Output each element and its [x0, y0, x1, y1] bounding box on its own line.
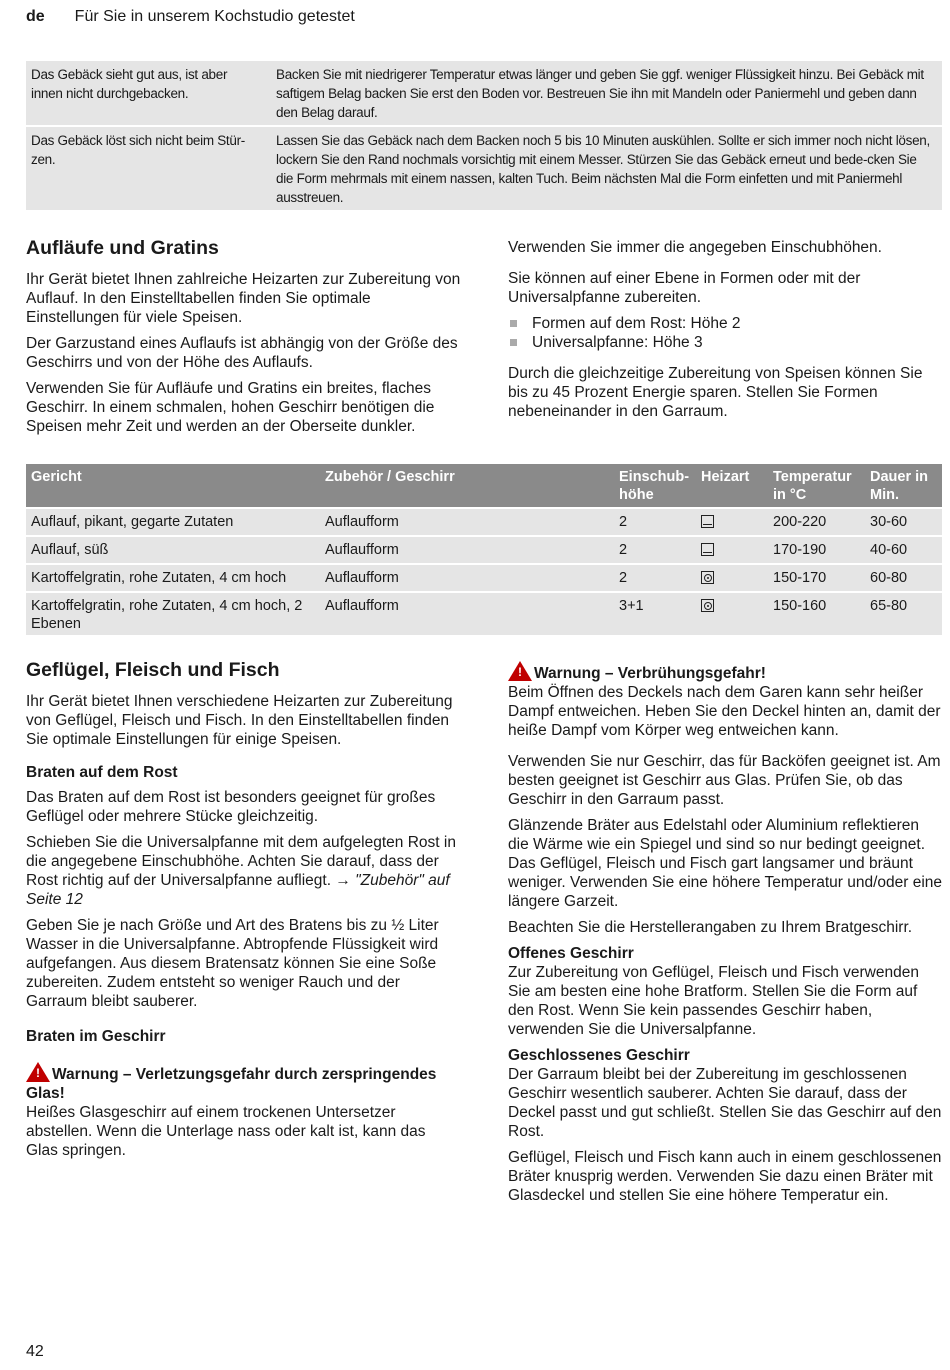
subsection-heading: Braten im Geschirr	[26, 1028, 166, 1045]
table-row	[26, 564, 942, 592]
gefluegel-right-column	[508, 661, 943, 1212]
duration-cell: 30-60	[865, 508, 942, 536]
dish-cell: Auflauf, süß	[26, 536, 320, 564]
paragraph: Sie können auf einer Ebene in Formen oder mit der Universalpfanne zubereiten.	[508, 270, 861, 306]
subsection-heading: Offenes Geschirr	[508, 945, 634, 962]
col-header-dish: Gericht	[26, 464, 320, 508]
paragraph: Der Garzustand eines Auflaufs ist abhängig von der Größe des Geschirrs und von der Höhe des Auflaufs.	[26, 335, 458, 371]
accessory-cell: Auflaufform	[320, 508, 614, 536]
accessory-cell: Auflaufform	[320, 536, 614, 564]
top-bottom-heat-icon	[701, 543, 714, 556]
page-header	[26, 8, 355, 26]
col-header-duration: Dauer in Min.	[865, 464, 942, 508]
col-header-level: Einschub-höhe	[614, 464, 696, 508]
problem-cell: Das Gebäck löst sich nicht beim Stür-zen.	[26, 126, 266, 211]
table-row	[26, 126, 942, 211]
col-header-heating: Heizart	[696, 464, 768, 508]
list-item: Formen auf dem Rost: Höhe 2	[508, 314, 943, 333]
table-row	[26, 592, 942, 635]
top-bottom-heat-icon	[701, 515, 714, 528]
list-item: Universalpfanne: Höhe 3	[508, 333, 943, 352]
col-header-temperature: Temperatur in °C	[768, 464, 865, 508]
warning-heading: ! Warnung – Verletzungsgefahr durch zerspringendes Glas!	[26, 1062, 461, 1103]
table-row	[26, 536, 942, 564]
level-cell: 2	[614, 564, 696, 592]
paragraph: Durch die gleichzeitige Zubereitung von Speisen können Sie bis zu 45 Prozent Energie sparen. Stellen Sie Formen nebeneinander in den Garraum.	[508, 365, 923, 420]
table-row	[26, 61, 942, 126]
dish-settings-table	[26, 464, 942, 635]
table-row	[26, 508, 942, 536]
subsection-heading: Geschlossenes Geschirr	[508, 1047, 690, 1064]
paragraph: Glänzende Bräter aus Edelstahl oder Aluminium reflektieren die Wärme wie ein Spiegel und sind so nur bedingt geeignet. Das Geflügel, Fleisch und Fisch gart langsamer und bräunt weniger. Verwenden Sie eine höhere Temperatur und/oder eine längere Garzeit.	[508, 817, 943, 910]
paragraph: Geben Sie je nach Größe und Art des Bratens bis zu ½ Liter Wasser in die Universalpfanne. Abtropfende Flüssigkeit wird aufgefangen. Aus diesem Bratensatz können Sie eine Soße zubereiten. Zudem entsteht so weniger Rauch und der Garraum bleibt sauberer.	[26, 917, 439, 1010]
duration-cell: 65-80	[865, 592, 942, 635]
hot-air-icon	[701, 571, 714, 584]
duration-cell: 60-80	[865, 564, 942, 592]
header-title: Für Sie in unserem Kochstudio getestet	[74, 8, 355, 25]
bullet-list	[508, 314, 943, 352]
paragraph: Ihr Gerät bietet Ihnen zahlreiche Heizarten zur Zubereitung von Auflauf. In den Einstelltabellen finden Sie optimale Einstellungen für viele Speisen.	[26, 271, 461, 326]
warning-text: Heißes Glasgeschirr auf einem trockenen Untersetzer abstellen. Wenn die Unterlage nass oder kalt ist, kann das Glas springen.	[26, 1104, 426, 1159]
gefluegel-left-column	[26, 658, 461, 1167]
temperature-cell: 150-170	[768, 564, 865, 592]
temperature-cell: 170-190	[768, 536, 865, 564]
problem-cell: Das Gebäck sieht gut aus, ist aber innen nicht durchgebacken.	[26, 61, 266, 126]
paragraph: Das Braten auf dem Rost ist besonders geeignet für großes Geflügel oder mehrere Stücke gleichzeitig.	[26, 789, 436, 825]
warning-icon: !	[26, 1062, 50, 1082]
page-reference-link[interactable]: "Zubehör" auf Seite 12	[26, 872, 450, 908]
warning-heading: ! Warnung – Verbrühungsgefahr!	[508, 661, 943, 683]
col-header-accessory: Zubehör / Geschirr	[320, 464, 614, 508]
warning-text: Beim Öffnen des Deckels nach dem Garen kann sehr heißer Dampf entweichen. Heben Sie den Deckel hinten an, damit der heiße Dampf vom Körper weg entweichen kann.	[508, 684, 941, 739]
level-cell: 2	[614, 536, 696, 564]
paragraph: Ihr Gerät bietet Ihnen verschiedene Heizarten zur Zubereitung von Geflügel, Fleisch und Fisch. In den Einstelltabellen finden Sie optimale Einstellungen für einige Speisen.	[26, 693, 453, 748]
paragraph: Beachten Sie die Herstellerangaben zu Ihrem Bratgeschirr.	[508, 919, 913, 936]
paragraph: Verwenden Sie immer die angegeben Einschubhöhen.	[508, 239, 882, 256]
remedy-cell: Backen Sie mit niedrigerer Temperatur etwas länger und geben Sie ggf. weniger Flüssigkeit hinzu. Bei Gebäck mit saftigem Belag backen Sie erst den Boden vor. Bestreuen Sie ihn mit Mandeln oder Paniermehl und geben dann den Belag darauf.	[266, 61, 942, 126]
paragraph: Geflügel, Fleisch und Fisch kann auch in einem geschlossenen Bräter knusprig werden. Verwenden Sie dazu einen Bräter mit Glasdeckel und stellen Sie eine höhere Temperatur ein.	[508, 1149, 942, 1204]
troubleshooting-table	[26, 61, 942, 212]
accessory-cell: Auflaufform	[320, 592, 614, 635]
warning-icon: !	[508, 661, 532, 681]
dish-cell: Kartoffelgratin, rohe Zutaten, 4 cm hoch	[26, 564, 320, 592]
dish-cell: Kartoffelgratin, rohe Zutaten, 4 cm hoch, 2 Ebenen	[26, 592, 320, 635]
remedy-cell: Lassen Sie das Gebäck nach dem Backen noch 5 bis 10 Minuten auskühlen. Sollte er sich immer noch nicht lösen, lockern Sie den Rand nochmals vorsichtig mit einem Messer. Stürzen Sie das Gebäck erneut und bede-cken Sie die Form mehrmals mit einem nassen, kalten Tuch. Beim nächsten Mal die Form einfetten und mit Paniermehl ausstreuen.	[266, 126, 942, 211]
table-header-row	[26, 464, 942, 508]
auflaeufe-right-column	[508, 238, 943, 428]
paragraph-text: Schieben Sie die Universalpfanne mit dem aufgelegten Rost in die angegebene Einschubhöhe. Achten Sie darauf, dass der Rost richtig auf der Universalpfanne aufliegt.	[26, 834, 456, 889]
temperature-cell: 150-160	[768, 592, 865, 635]
paragraph: Zur Zubereitung von Geflügel, Fleisch und Fisch verwenden Sie am besten eine hohe Bratform. Stellen Sie die Form auf den Rost. Wenn Sie kein passendes Geschirr haben, verwenden Sie die Universalpfanne.	[508, 964, 919, 1038]
paragraph	[26, 833, 461, 909]
duration-cell: 40-60	[865, 536, 942, 564]
accessory-cell: Auflaufform	[320, 564, 614, 592]
temperature-cell: 200-220	[768, 508, 865, 536]
arrow-right-icon: →	[335, 872, 351, 889]
paragraph: Der Garraum bleibt bei der Zubereitung im geschlossenen Geschirr wesentlich sauberer. Achten Sie darauf, dass der Deckel passt und gut schließt. Stellen Sie das Geschirr auf den Rost.	[508, 1066, 942, 1140]
page-number: 42	[26, 1343, 44, 1360]
paragraph: Verwenden Sie nur Geschirr, das für Backöfen geeignet ist. Am besten geeignet ist Geschirr aus Glas. Prüfen Sie, ob das Geschirr in den Garraum passt.	[508, 753, 941, 808]
section-heading: Aufläufe und Gratins	[26, 237, 219, 259]
hot-air-icon	[701, 599, 714, 612]
subsection-heading: Braten auf dem Rost	[26, 764, 178, 781]
section-heading: Geflügel, Fleisch und Fisch	[26, 659, 280, 681]
level-cell: 2	[614, 508, 696, 536]
paragraph: Verwenden Sie für Aufläufe und Gratins ein breites, flaches Geschirr. In einem schmalen, hohen Geschirr benötigen die Speisen mehr Zeit und werden an der Oberseite dunkler.	[26, 380, 435, 435]
auflaeufe-left-column	[26, 236, 461, 443]
level-cell: 3+1	[614, 592, 696, 635]
language-code: de	[26, 8, 45, 25]
dish-cell: Auflauf, pikant, gegarte Zutaten	[26, 508, 320, 536]
